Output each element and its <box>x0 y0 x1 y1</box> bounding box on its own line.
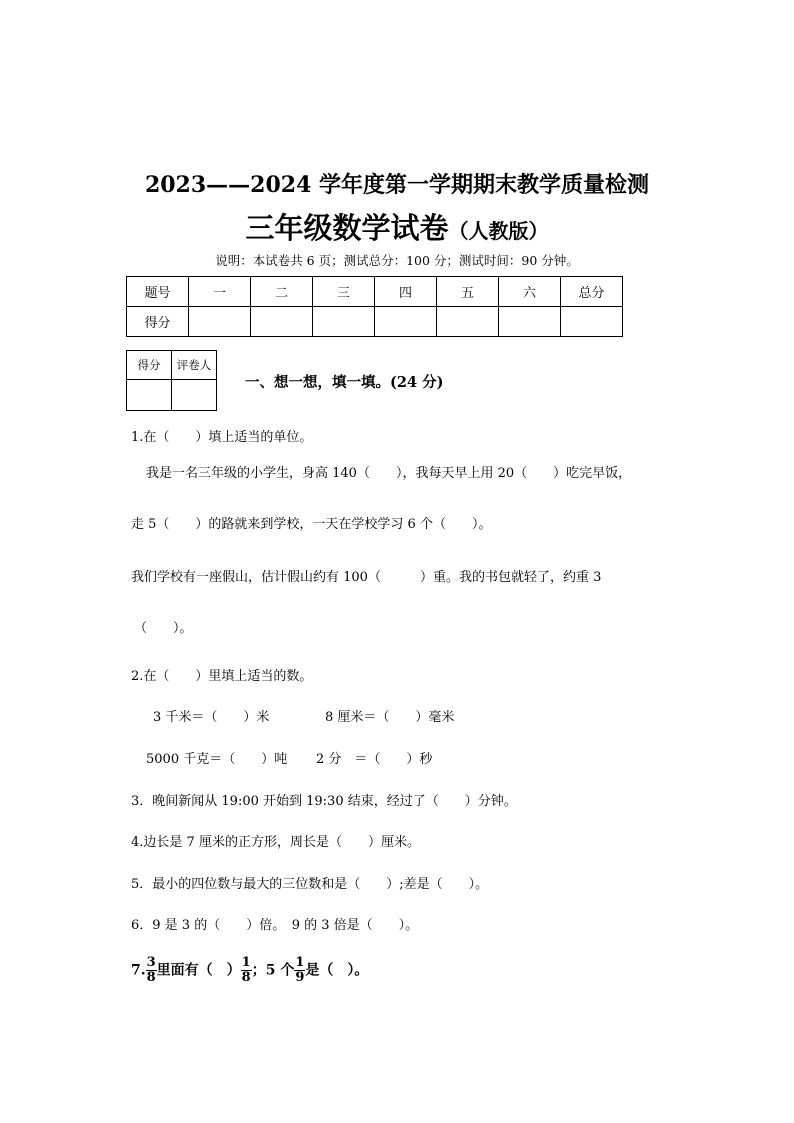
q2-item-b: 8 厘米＝（ ）毫米 <box>325 710 455 725</box>
score-header-cell: 一 <box>189 277 251 307</box>
q1-line-1: 我是一名三年级的小学生，身高 140（ ），我每天早上用 20（ ）吃完早饭， <box>146 466 632 481</box>
section-1-title: 一、想一想，填一填。(24 分) <box>245 374 444 391</box>
fraction-1-9 <box>294 956 305 985</box>
score-cell[interactable] <box>251 307 313 337</box>
score-table-header-row <box>127 277 623 307</box>
exam-instructions: 说明：本试卷共 6 页；测试总分：100 分；测试时间：90 分钟。 <box>215 253 579 268</box>
q7-text-2: ；5 个 <box>251 962 295 979</box>
score-cell[interactable] <box>189 307 251 337</box>
fraction-numerator: 1 <box>241 955 251 970</box>
q5: 5．最小的四位数与最大的三位数和是（ ）;差是（ ）。 <box>131 877 489 892</box>
score-cell[interactable] <box>499 307 561 337</box>
q1-line-2: 走 5（ ）的路就来到学校，一天在学校学习 6 个（ ）。 <box>131 517 492 532</box>
score-header-cell: 五 <box>437 277 499 307</box>
q4: 4.边长是 7 厘米的正方形，周长是（ ）厘米。 <box>131 835 420 850</box>
grader-score-cell[interactable] <box>127 380 172 411</box>
exam-title: 2023——2024 学年度第一学期期末教学质量检测 <box>144 172 650 198</box>
q2-item-c: 5000 千克＝（ ）吨 <box>146 752 288 767</box>
score-header-cell: 二 <box>251 277 313 307</box>
grader-name-cell[interactable] <box>172 380 217 411</box>
q7-number: 7. <box>131 962 146 979</box>
score-cell[interactable] <box>561 307 623 337</box>
q2-item-d: 2 分 ＝（ ）秒 <box>316 752 433 767</box>
grader-name-label: 评卷人 <box>172 351 217 380</box>
score-cell[interactable] <box>313 307 375 337</box>
subtitle-main: 三年级数学试卷 <box>245 211 449 245</box>
q1-line-4: （ ）。 <box>134 621 193 636</box>
subtitle-edition: （人教版） <box>448 219 549 243</box>
grader-box <box>126 350 217 411</box>
q7-text-1: 里面有（ ） <box>156 962 241 979</box>
fraction-denominator: 8 <box>146 970 156 985</box>
score-cell[interactable] <box>437 307 499 337</box>
fraction-3-8 <box>146 956 157 985</box>
exam-subtitle <box>0 206 794 247</box>
grader-score-label: 得分 <box>127 351 172 380</box>
q1-line-3: 我们学校有一座假山，估计假山约有 100（ ）重。我的书包就轻了，约重 3 <box>131 570 602 585</box>
score-table-score-row <box>127 307 623 337</box>
score-header-cell: 六 <box>499 277 561 307</box>
score-header-cell: 三 <box>313 277 375 307</box>
fraction-1-8 <box>241 956 252 985</box>
score-header-cell: 题号 <box>127 277 189 307</box>
score-header-cell: 总分 <box>561 277 623 307</box>
score-row-label: 得分 <box>127 307 189 337</box>
q1-title: 1.在（ ）填上适当的单位。 <box>131 430 313 445</box>
q7 <box>131 956 368 985</box>
score-table <box>126 276 623 337</box>
q3: 3．晚间新闻从 19:00 开始到 19:30 结束，经过了（ ）分钟。 <box>131 794 517 809</box>
q2-title: 2.在（ ）里填上适当的数。 <box>131 669 313 684</box>
q2-item-a: 3 千米＝（ ）米 <box>153 710 270 725</box>
fraction-numerator: 1 <box>295 955 305 970</box>
score-cell[interactable] <box>375 307 437 337</box>
fraction-denominator: 9 <box>295 970 305 985</box>
fraction-denominator: 8 <box>241 970 251 985</box>
q7-text-3: 是（ ）。 <box>305 962 369 979</box>
fraction-numerator: 3 <box>146 955 156 970</box>
score-header-cell: 四 <box>375 277 437 307</box>
q6: 6．9 是 3 的（ ）倍。 9 的 3 倍是（ ）。 <box>131 918 419 933</box>
